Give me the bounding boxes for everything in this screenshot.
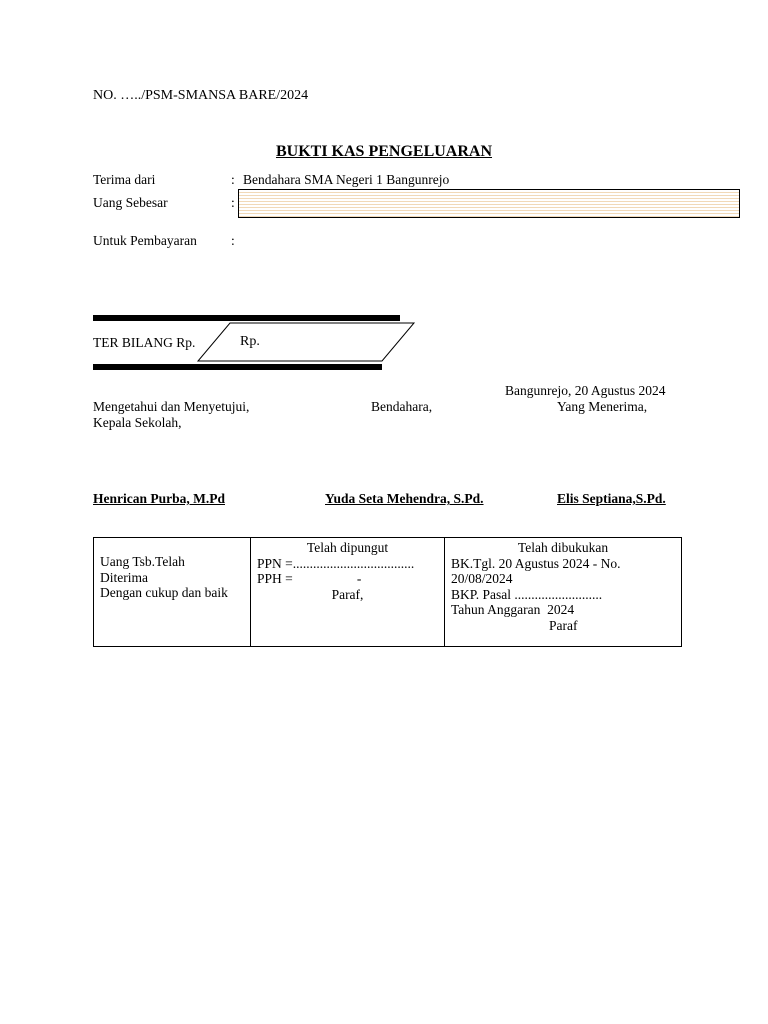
approver-title: Kepala Sekolah,: [93, 415, 182, 430]
place-date: Bangunrejo, 20 Agustus 2024: [505, 383, 666, 398]
verification-table: [93, 537, 682, 647]
uang-sebesar-label: Uang Sebesar: [93, 195, 168, 210]
pph-line: PPH = -: [257, 571, 362, 586]
ppn-line: PPN =....................................: [257, 555, 415, 571]
amount-field[interactable]: [238, 189, 740, 218]
booking-paraf: Paraf: [549, 617, 578, 633]
terbilang-box[interactable]: [196, 322, 416, 362]
terima-dari-colon: :: [231, 172, 235, 187]
uang-sebesar-colon: :: [231, 195, 235, 210]
tax-cell: [251, 538, 445, 647]
received-cell: [94, 538, 251, 647]
bk-date-line: BK.Tgl. 20 Agustus 2024 - No.: [451, 555, 621, 571]
untuk-pembayaran-label: Untuk Pembayaran: [93, 233, 197, 248]
fiscal-year-line: Tahun Anggaran 2024: [451, 602, 575, 617]
untuk-pembayaran-colon: :: [231, 233, 235, 248]
receiver-role: Yang Menerima,: [557, 399, 648, 414]
treasurer-name: Yuda Seta Mehendra, S.Pd.: [325, 491, 484, 506]
document-title: BUKTI KAS PENGELUARAN: [275, 143, 493, 160]
terima-dari-label: Terima dari: [93, 172, 156, 187]
terbilang-box-text: Rp.: [240, 334, 260, 349]
terima-dari-value: Bendahara SMA Negeri 1 Bangunrejo: [243, 172, 450, 187]
approver-name: Henrican Purba, M.Pd: [93, 491, 225, 506]
tax-heading: Telah dipungut: [306, 540, 389, 555]
tax-paraf: Paraf,: [331, 586, 364, 602]
booking-cell: [445, 538, 682, 647]
receiver-name: Elis Septiana,S.Pd.: [557, 491, 666, 506]
bkp-pasal-line: BKP. Pasal ..........................: [451, 586, 603, 602]
booking-heading: Telah dibukukan: [517, 540, 609, 555]
received-line-1: Uang Tsb.Telah: [100, 554, 185, 569]
document-number: NO. …../PSM-SMANSA BARE/2024: [93, 88, 309, 103]
bk-number-line: 20/08/2024: [451, 571, 513, 586]
divider-bottom: [93, 364, 382, 370]
approver-role: Mengetahui dan Menyetujui,: [93, 399, 250, 414]
received-line-2: Diterima: [100, 569, 148, 585]
treasurer-role: Bendahara,: [371, 399, 433, 414]
received-line-3: Dengan cukup dan baik: [100, 585, 228, 600]
divider-top: [93, 315, 400, 321]
terbilang-label: TER BILANG Rp.: [93, 335, 196, 350]
